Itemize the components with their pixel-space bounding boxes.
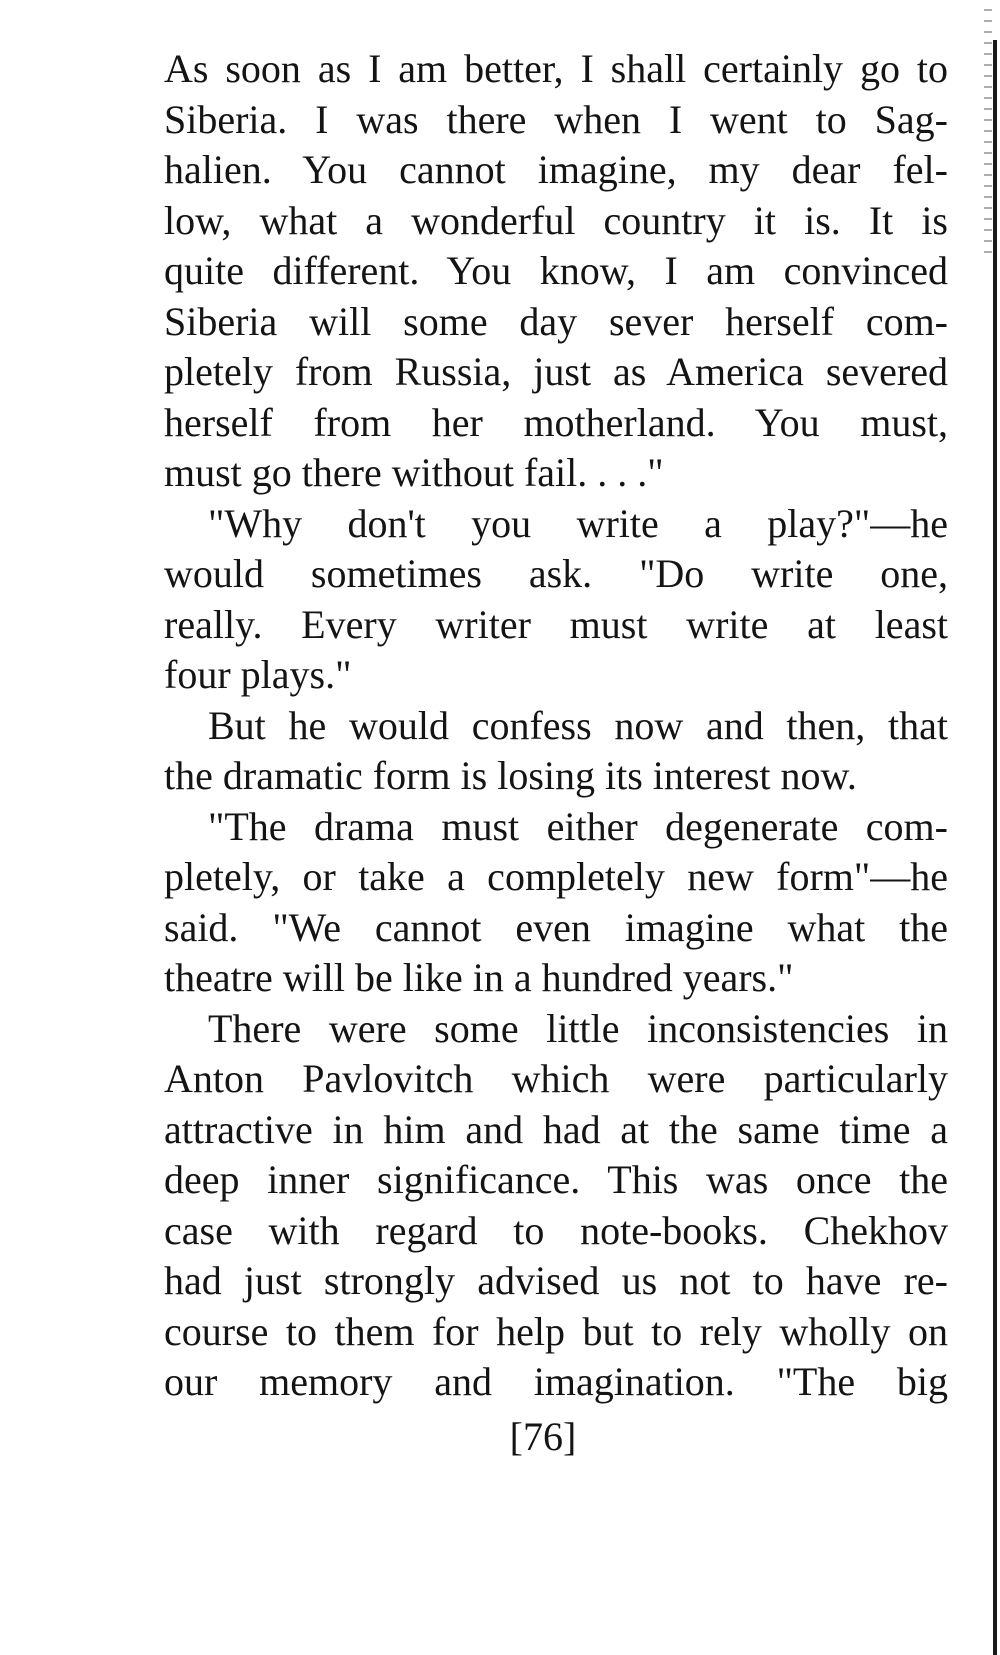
text-line: really. Every writer must write at least [164, 601, 948, 647]
text-line: "The drama must either degenerate com- [208, 803, 948, 849]
text-line: must go there without fail. . . ." [164, 450, 664, 495]
text-line: halien. You cannot imagine, my dear fel- [164, 147, 948, 192]
text-line: quite different. You know, I am convinced [164, 248, 948, 293]
text-line: had just strongly advised us not to have re- [164, 1258, 948, 1303]
text-line: herself from her motherland. You must, [164, 399, 948, 445]
text-line: Anton Pavlovitch which were particularly [164, 1056, 948, 1101]
body-text [164, 44, 948, 1408]
text-line: low, what a wonderful country it is. It is [164, 197, 948, 243]
page-edge-shadow [984, 0, 992, 260]
text-line: said. "We cannot even imagine what the [164, 904, 948, 950]
text-line: pletely, or take a completely new form"—he [164, 854, 948, 899]
text-line: "Why don't you write a play?"—he [208, 500, 948, 546]
text-line: would sometimes ask. "Do write one, [164, 551, 948, 596]
text-line: case with regard to note-books. Chekhov [164, 1207, 948, 1253]
text-line: Siberia will some day sever herself com- [164, 298, 948, 344]
text-line: Siberia. I was there when I went to Sag- [164, 96, 948, 142]
text-line: attractive in him and had at the same time a [164, 1106, 948, 1152]
text-line: our memory and imagination. "The big [164, 1359, 948, 1404]
text-line: But he would confess now and then, that [208, 702, 948, 748]
text-line: the dramatic form is losing its interest now. [164, 753, 857, 798]
text-line: four plays." [164, 652, 352, 697]
text-line: theatre will be like in a hundred years." [164, 955, 794, 1000]
text-line: There were some little inconsistencies in [208, 1005, 948, 1051]
page-number: [76] [509, 1414, 577, 1459]
text-line: course to them for help but to rely wholly on [164, 1308, 948, 1354]
text-line: pletely from Russia, just as America severed [164, 349, 948, 394]
text-line: deep inner significance. This was once the [164, 1157, 948, 1202]
text-line: As soon as I am better, I shall certainly go to [164, 46, 948, 91]
